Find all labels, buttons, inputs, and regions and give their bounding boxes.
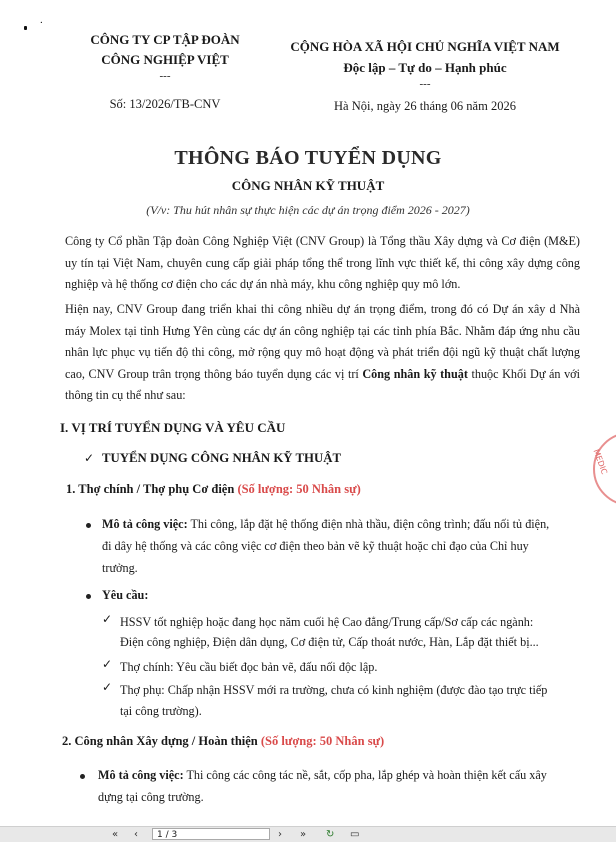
job-1-requirement-1: HSSV tốt nghiệp hoặc đang học năm cuối hệ Cao đẳng/Trung cấp/Sơ cấp các ngành: Điện công nghiệp, Điện dân dụng, Cơ điện tử, Cấp thoát nước, Hàn, Lắp đặt thiết bị... xyxy=(120,615,539,649)
checkmark-icon: ✓ xyxy=(102,680,113,694)
job-1-requirements-label: Yêu cầu: xyxy=(102,588,149,602)
intro-paragraph-1: Công ty Cổ phần Tập đoàn Công Nghiệp Việt (CNV Group) là Tổng thầu Xây dựng và Cơ điện (M&E) uy tín tại Việt Nam, chuyên cung cấp giải pháp tổng thể trong lĩnh vực thiết kế, thi công xây dựng công nghiệp và hệ thống cơ điện cho các dự án nhà máy, khu công nghiệp quy mô lớn. xyxy=(65,234,580,291)
intro-paragraph-2 xyxy=(65,299,580,407)
job-2-heading xyxy=(62,734,384,749)
scan-mark: . xyxy=(40,14,43,26)
bullet-icon xyxy=(80,774,85,779)
job-1-description-label: Mô tả công việc: xyxy=(102,517,188,531)
document-number: Số: 13/2026/TB-CNV xyxy=(109,97,221,111)
section-1-subheading: TUYỂN DỤNG CÔNG NHÂN KỸ THUẬT xyxy=(102,451,342,465)
job-1-description xyxy=(102,513,550,579)
bullet-icon xyxy=(86,523,91,528)
document-subject-note: (V/v: Thu hút nhân sự thực hiện các dự án trọng điểm 2026 - 2027) xyxy=(146,203,470,217)
company-divider: --- xyxy=(159,70,171,82)
scan-dot xyxy=(24,26,27,30)
job-1-title: 1. Thợ chính / Thợ phụ Cơ điện xyxy=(66,482,235,496)
first-page-button[interactable]: « xyxy=(112,829,119,840)
place-date: Hà Nội, ngày 26 tháng 06 năm 2026 xyxy=(334,99,516,113)
prev-page-button[interactable]: ‹ xyxy=(134,829,138,840)
checkmark-icon: ✓ xyxy=(102,612,113,626)
national-motto: Độc lập – Tự do – Hạnh phúc xyxy=(343,60,507,75)
last-page-button[interactable]: » xyxy=(300,829,307,840)
company-stamp-text: MEDIC xyxy=(591,448,609,476)
republic-name: CỘNG HÒA XÃ HỘI CHỦ NGHĨA VIỆT NAM xyxy=(290,39,560,54)
save-icon[interactable]: ▭ xyxy=(350,829,360,840)
next-page-button[interactable]: › xyxy=(278,829,282,840)
intro-paragraph-2-text-b: thuộc Khối Dự án với thông tin cụ thể như sau: xyxy=(65,366,580,402)
job-2-title: 2. Công nhân Xây dựng / Hoàn thiện xyxy=(62,734,258,748)
company-header xyxy=(55,30,275,114)
job-2-description-label: Mô tả công việc: xyxy=(98,768,184,782)
job-2-description xyxy=(98,764,550,808)
job-2-description-text: Thi công các công tác nề, sắt, cốp pha, lắp ghép và hoàn thiện kết cấu xây dựng tại công trường. xyxy=(98,768,547,804)
job-1-heading xyxy=(66,482,361,497)
job-1-requirement-2: Thợ chính: Yêu cầu biết đọc bản vẽ, đấu nối độc lập. xyxy=(120,660,378,674)
checkmark-icon: ✓ xyxy=(102,657,113,671)
document-subtitle: CÔNG NHÂN KỸ THUẬT xyxy=(231,178,385,193)
job-1-requirement-3: Thợ phụ: Chấp nhận HSSV mới ra trường, chưa có kinh nghiệm (được đào tạo trực tiếp tại công trường). xyxy=(120,683,548,718)
motto-divider: --- xyxy=(419,78,431,90)
company-name-line1: CÔNG TY CP TẬP ĐOÀN xyxy=(90,32,240,47)
section-1-heading: I. VỊ TRÍ TUYỂN DỤNG VÀ YÊU CẦU xyxy=(60,420,286,435)
page-number-input[interactable]: 1 / 3 xyxy=(152,828,270,840)
job-2-count: (Số lượng: 50 Nhân sự) xyxy=(260,734,385,748)
viewer-toolbar xyxy=(0,826,616,842)
checkmark-icon: ✓ xyxy=(84,451,95,465)
refresh-icon[interactable]: ↻ xyxy=(326,829,335,840)
bullet-icon xyxy=(86,594,91,599)
job-1-count: (Số lượng: 50 Nhân sự) xyxy=(237,482,361,496)
intro-paragraph-2-emphasis: Công nhân kỹ thuật xyxy=(362,366,468,381)
republic-header xyxy=(280,36,570,117)
job-1-description-text: Thi công, lắp đặt hệ thống điện nhà thầu, điện công trình; đấu nối tủ điện, đi dây hệ thống và các công việc cơ điện theo bản vẽ kỹ thuật hoặc chỉ đạo của Chỉ huy trưởng. xyxy=(102,517,550,575)
intro-paragraph-2-text-a: Hiện nay, CNV Group đang triển khai thi công nhiều dự án trọng điểm, trong đó có Dự án xây d Nhà máy Molex tại tỉnh Hưng Yên cùng các dự án công nghiệp tại các tỉnh phía Bắc. Nhằm đáp ứng nhu cầu nhân lực phục vụ tiến độ thi công, mở rộng quy mô hoạt động và phát triển đội ngũ kỹ thuật chất lượng cao, CNV Group trân trọng thông báo tuyển dụng các vị trí xyxy=(65,302,580,381)
document-title: THÔNG BÁO TUYỂN DỤNG xyxy=(174,147,442,169)
company-name-line2: CÔNG NGHIỆP VIỆT xyxy=(101,52,229,67)
